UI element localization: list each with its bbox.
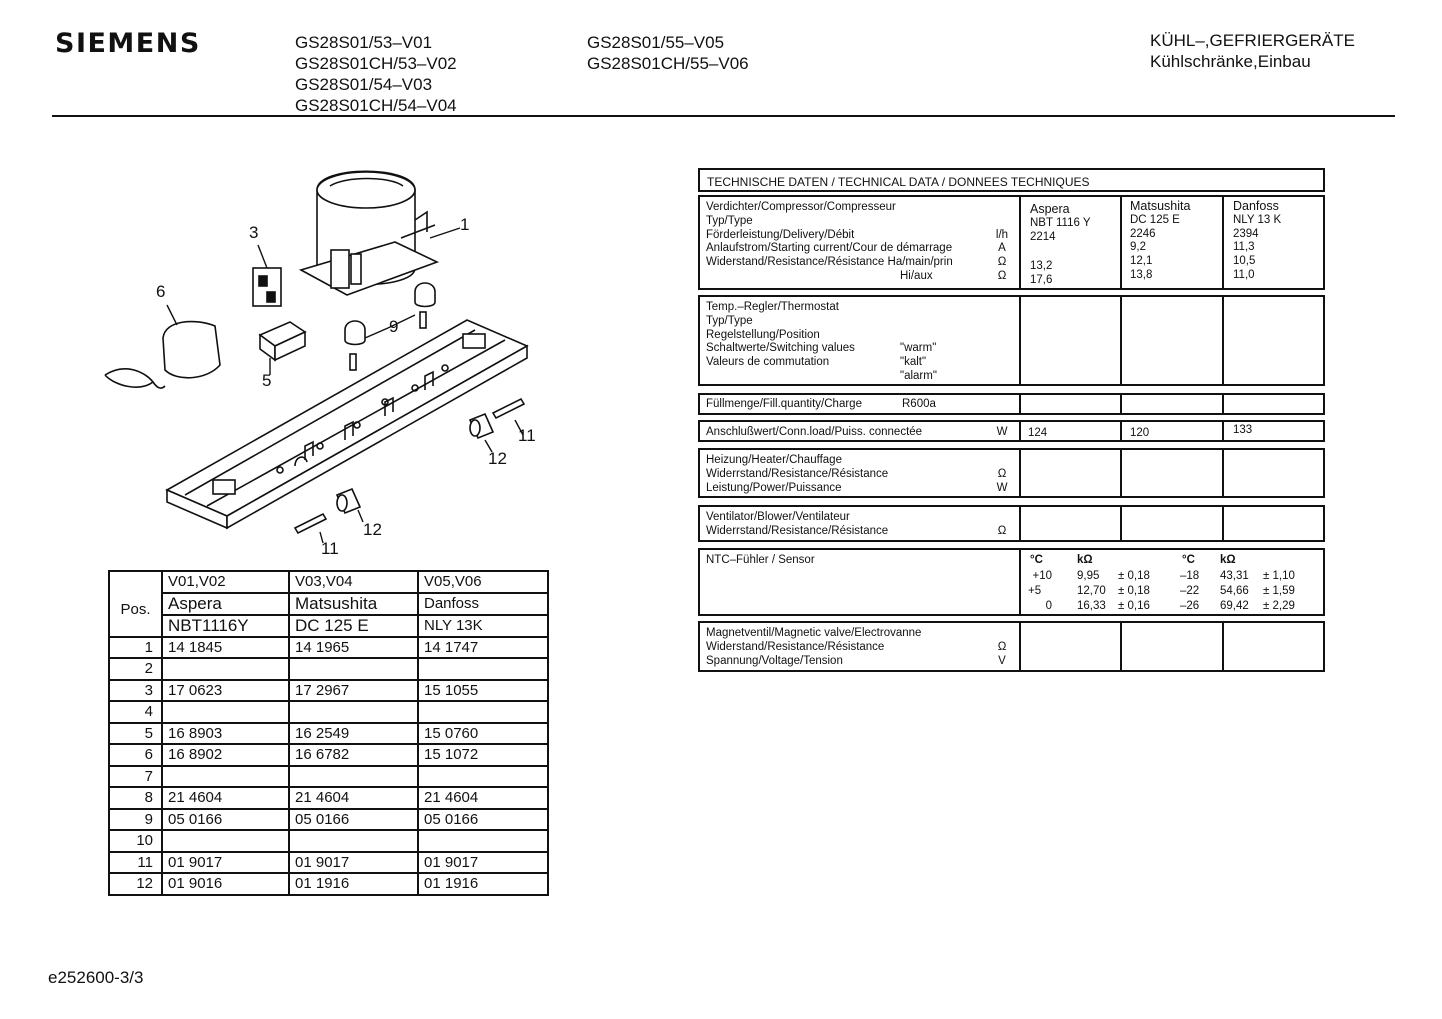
ntc-left-temp [1028, 569, 1052, 614]
model-number: GS28S01/55–V05 [587, 33, 725, 52]
value: 13,2 [1030, 260, 1053, 273]
unit: Ω [997, 524, 1007, 537]
model-number: GS28S01CH/54–V04 [295, 96, 457, 115]
refrigerant: R600a [902, 398, 936, 410]
protector-drawing [260, 322, 305, 360]
label: Typ/Type [706, 214, 753, 227]
model-list-2 [587, 32, 749, 74]
parts-table [108, 570, 549, 896]
part-number-cell: 21 4604 [289, 787, 418, 809]
table-row [109, 701, 548, 723]
maker-header: Aspera [162, 593, 289, 615]
ntc-header-c: °C [1182, 554, 1195, 566]
value: –26 [1180, 600, 1200, 612]
variant-header: V01,V02 [162, 571, 289, 593]
pos-cell: 1 [109, 637, 162, 659]
value: 13,8 [1130, 268, 1153, 281]
table-row [109, 744, 548, 766]
part-number-cell: 16 8902 [162, 744, 289, 766]
label: Temp.–Regler/Thermostat [706, 301, 839, 313]
callout-5: 5 [262, 371, 272, 390]
thermostat-labels [706, 301, 855, 370]
ntc-left-k [1077, 569, 1106, 614]
conn-value: 133 [1233, 424, 1253, 436]
variant-header: V05,V06 [418, 571, 548, 593]
value: Danfoss [1233, 199, 1279, 213]
part-number-cell: 14 1747 [418, 637, 548, 659]
ntc-left-tol [1118, 569, 1150, 614]
model-list-1 [295, 32, 457, 116]
part-number-cell [289, 701, 418, 723]
part-number-cell: 17 2967 [289, 680, 418, 702]
pos-cell: 9 [109, 809, 162, 831]
fill-label: Füllmenge/Fill.quantity/Charge [706, 398, 862, 410]
callout-9: 9 [389, 317, 399, 336]
document-id: e252600-3/3 [48, 968, 144, 987]
pos-cell: 12 [109, 873, 162, 895]
magnetic-valve-section [698, 621, 1325, 672]
pos-cell: 10 [109, 830, 162, 852]
callout-12: 12 [363, 520, 382, 539]
label: Widerstand/Resistance/Résistance Ha/main/prin [706, 256, 953, 269]
unit: A [998, 242, 1006, 255]
label: Leistung/Power/Puissance [706, 481, 842, 494]
unit [992, 511, 1012, 525]
value: NLY 13 K [1233, 213, 1282, 226]
exploded-parts-diagram [95, 150, 555, 570]
part-number-cell: 01 9017 [289, 852, 418, 874]
ntc-right-k [1220, 569, 1249, 614]
blower-section [698, 505, 1325, 542]
part-number-cell: 05 0166 [162, 809, 289, 831]
part-number-cell: 05 0166 [289, 809, 418, 831]
tech-data-title: TECHNISCHE DATEN / TECHNICAL DATA / DONNEES TECHNIQUES [707, 175, 1090, 189]
type-header: NLY 13K [418, 615, 548, 637]
callout-12: 12 [488, 449, 507, 468]
value: 69,42 [1220, 600, 1249, 612]
variant-header: V03,V04 [289, 571, 418, 593]
value: ± 0,18 [1118, 570, 1150, 582]
part-number-cell [418, 766, 548, 788]
part-number-cell: 17 0623 [162, 680, 289, 702]
valve-labels [706, 627, 921, 668]
value: ± 1,59 [1263, 585, 1295, 597]
value: 12,1 [1130, 255, 1153, 268]
table-row [109, 723, 548, 745]
part-number-cell [162, 830, 289, 852]
part-number-cell: 01 9017 [418, 852, 548, 874]
part-number-cell: 21 4604 [162, 787, 289, 809]
part-number-cell: 16 8903 [162, 723, 289, 745]
pos-cell: 8 [109, 787, 162, 809]
table-row [109, 852, 548, 874]
value: 16,33 [1077, 600, 1106, 612]
category-line: Kühlschränke,Einbau [1150, 52, 1311, 71]
model-number: GS28S01CH/55–V06 [587, 54, 749, 73]
category-line: KÜHL–,GEFRIERGERÄTE [1150, 31, 1355, 50]
part-number-cell [289, 766, 418, 788]
compressor-units [992, 201, 1012, 284]
conn-unit: W [996, 426, 1008, 438]
label: Schaltwerte/Switching values [706, 342, 855, 355]
ntc-label: NTC–Fühler / Sensor [706, 554, 815, 566]
callout-11: 11 [321, 539, 339, 558]
part-number-cell: 14 1845 [162, 637, 289, 659]
fill-quantity-section [698, 393, 1325, 415]
tech-data-title-box [698, 168, 1325, 192]
table-row [109, 766, 548, 788]
part-number-cell [162, 658, 289, 680]
value: 2246 [1130, 227, 1156, 240]
part-number-cell [418, 830, 548, 852]
value: ± 1,10 [1263, 570, 1295, 582]
unit: Ω [997, 467, 1007, 480]
terminal-cover-drawing [105, 322, 220, 389]
part-number-cell: 01 1916 [418, 873, 548, 895]
value: Matsushita [1130, 199, 1191, 213]
part-number-cell [418, 701, 548, 723]
ntc-header-k: kΩ [1220, 554, 1236, 566]
pos-header: Pos. [109, 571, 162, 637]
heater-labels [706, 454, 888, 495]
model-number: GS28S01CH/53–V02 [295, 54, 457, 73]
value: +10 [1032, 570, 1052, 582]
label: Typ/Type [706, 314, 753, 327]
danfoss-values [1233, 200, 1281, 283]
pos-cell: 2 [109, 658, 162, 680]
label: Widerstand/Resistance/Résistance [706, 640, 885, 653]
callout-11: 11 [518, 426, 536, 445]
value: ± 0,18 [1118, 585, 1150, 597]
header-rule [52, 115, 1395, 117]
part-number-cell: 15 0760 [418, 723, 548, 745]
value: "warm" [900, 342, 937, 354]
value: –18 [1180, 570, 1200, 582]
table-row [109, 680, 548, 702]
connected-load-section [698, 420, 1325, 442]
ntc-header-c: °C [1030, 554, 1043, 566]
switching-values [900, 342, 937, 383]
part-number-cell: 05 0166 [418, 809, 548, 831]
value: 54,66 [1220, 585, 1249, 597]
value: 11,3 [1233, 241, 1255, 254]
blower-units [992, 511, 1012, 539]
label: Widerrstand/Resistance/Résistance [706, 524, 889, 537]
type-header: NBT1116Y [162, 615, 289, 637]
ntc-right-temp [1180, 569, 1199, 614]
conn-label: Anschlußwert/Conn.load/Puiss. connectée [706, 426, 923, 438]
unit: Ω [997, 256, 1007, 269]
value: 9,95 [1077, 570, 1100, 582]
conn-value: 120 [1130, 427, 1150, 439]
part-number-cell: 15 1055 [418, 680, 548, 702]
part-number-cell: 01 9016 [162, 873, 289, 895]
part-number-cell [162, 766, 289, 788]
part-number-cell: 21 4604 [418, 787, 548, 809]
label: Förderleistung/Delivery/Débit [706, 228, 855, 241]
value: NBT 1116 Y [1030, 216, 1091, 229]
unit: V [998, 654, 1006, 667]
value: 2394 [1233, 227, 1259, 240]
label: Anlaufstrom/Starting current/Cour de démarrage [706, 242, 953, 255]
unit: Ω [997, 640, 1007, 653]
pos-cell: 4 [109, 701, 162, 723]
label: Heizung/Heater/Chauffage [706, 454, 842, 466]
label: Regelstellung/Position [706, 328, 820, 341]
label: Valeurs de commutation [706, 356, 830, 369]
compressor-section [698, 195, 1325, 290]
value: 11,0 [1233, 268, 1255, 281]
pos-cell: 7 [109, 766, 162, 788]
thermostat-section [698, 295, 1325, 386]
label: Verdichter/Compressor/Compresseur [706, 201, 896, 213]
part-number-cell: 16 2549 [289, 723, 418, 745]
value: ± 0,16 [1118, 600, 1150, 612]
part-number-cell [289, 658, 418, 680]
label: Magnetventil/Magnetic valve/Electrovanne [706, 627, 922, 639]
value: 0 [1045, 600, 1052, 612]
part-number-cell [289, 830, 418, 852]
callout-6: 6 [156, 282, 166, 301]
table-row [109, 637, 548, 659]
value: DC 125 E [1130, 213, 1180, 226]
value: 17,6 [1030, 273, 1053, 286]
maker-header: Matsushita [289, 593, 418, 615]
model-number: GS28S01/53–V01 [295, 33, 433, 52]
blower-labels [706, 511, 888, 539]
unit: l/h [995, 228, 1009, 241]
pos-cell: 6 [109, 744, 162, 766]
part-number-cell: 14 1965 [289, 637, 418, 659]
unit: Ω [997, 269, 1007, 282]
ntc-right-tol [1263, 569, 1295, 614]
pos-cell: 3 [109, 680, 162, 702]
type-header: DC 125 E [289, 615, 418, 637]
value: "kalt" [900, 355, 927, 368]
pos-cell: 5 [109, 723, 162, 745]
matsushita-values [1130, 200, 1190, 283]
value: 10,5 [1233, 255, 1256, 268]
ntc-header-k: kΩ [1077, 554, 1093, 566]
category-title [1150, 30, 1355, 72]
heater-units [992, 454, 1012, 495]
unit [992, 201, 1012, 215]
compressor-labels [706, 201, 953, 284]
value [1030, 244, 1091, 258]
ntc-sensor-section [698, 548, 1325, 616]
unit: W [996, 481, 1008, 494]
unit [992, 627, 1012, 641]
value: Aspera [1030, 202, 1070, 216]
label: Ventilator/Blower/Ventilateur [706, 511, 850, 523]
value: 2214 [1030, 230, 1056, 243]
part-number-cell: 16 6782 [289, 744, 418, 766]
part-number-cell: 01 9017 [162, 852, 289, 874]
part-number-cell [418, 658, 548, 680]
compressor-drawing [301, 171, 437, 295]
value: 9,2 [1130, 241, 1146, 254]
value: +5 [1028, 585, 1042, 597]
label: Spannung/Voltage/Tension [706, 654, 843, 667]
label: Hi/aux [900, 269, 933, 282]
part-number-cell: 15 1072 [418, 744, 548, 766]
unit [992, 454, 1012, 468]
table-row [109, 873, 548, 895]
maker-header: Danfoss [418, 593, 548, 615]
part-number-cell: 01 1916 [289, 873, 418, 895]
model-number: GS28S01/54–V03 [295, 75, 433, 94]
relay-drawing [253, 268, 281, 306]
callout-1: 1 [460, 215, 470, 234]
table-row [109, 809, 548, 831]
siemens-logo: SIEMENS [55, 28, 201, 59]
conn-value: 124 [1028, 427, 1048, 439]
table-row [109, 658, 548, 680]
value: 43,31 [1220, 570, 1249, 582]
heater-section [698, 448, 1325, 498]
label: Widerrstand/Resistance/Résistance [706, 467, 889, 480]
value: 12,70 [1077, 585, 1106, 597]
aspera-values [1030, 203, 1091, 288]
table-row [109, 830, 548, 852]
valve-units [992, 627, 1012, 668]
value: "alarm" [900, 369, 937, 382]
table-row [109, 787, 548, 809]
callout-3: 3 [249, 223, 259, 242]
value: ± 2,29 [1263, 600, 1295, 612]
unit [992, 215, 1012, 229]
value: –22 [1180, 585, 1200, 597]
part-number-cell [162, 701, 289, 723]
pos-cell: 11 [109, 852, 162, 874]
